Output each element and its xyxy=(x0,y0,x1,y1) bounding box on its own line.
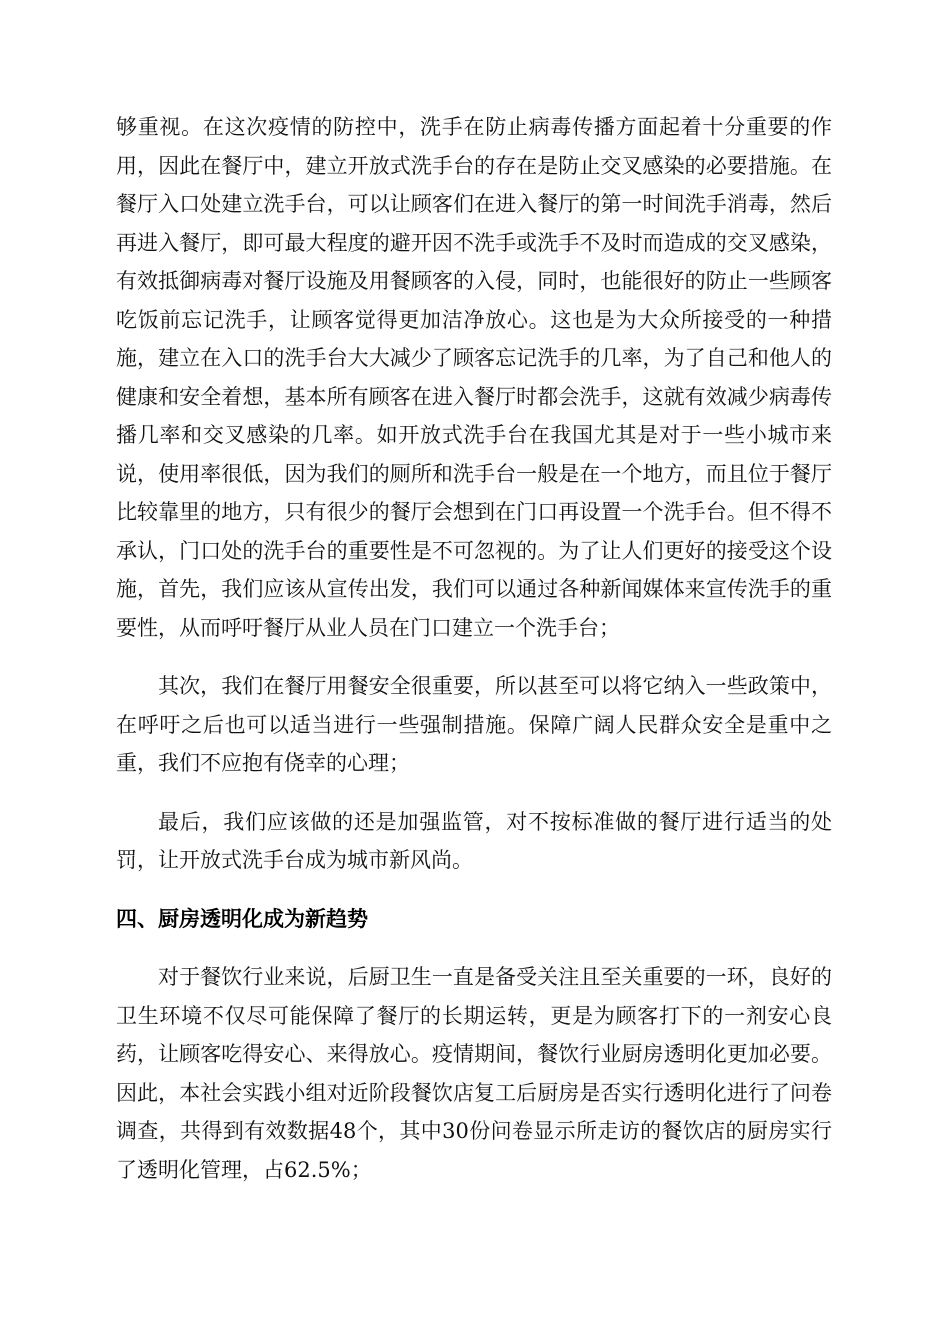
section-heading: 四、厨房透明化成为新趋势 xyxy=(116,906,368,931)
paragraph-second: 其次，我们在餐厅用餐安全很重要，所以甚至可以将它纳入一些政策中，在呼吁之后也可以适当进行一些强制措施。保障广阔人民群众安全是重中之重，我们不应抱有侥幸的心理； xyxy=(116,674,832,775)
paragraph-finally: 最后，我们应该做的还是加强监管，对不按标准做的餐厅进行适当的处罚，让开放式洗手台成为城市新风尚。 xyxy=(116,809,832,872)
paragraph-kitchen: 对于餐饮行业来说，后厨卫生一直是备受关注且至关重要的一环，良好的卫生环境不仅尽可能保障了餐厅的长期运转，更是为顾客打下的一剂安心良药，让顾客吃得安心、来得放心。疫情期间，餐饮行业厨房透明化更加必要。因此，本社会实践小组对近阶段餐饮店复工后厨房是否实行透明化进行了问卷调查，共得到有效数据48个，其中30份问卷显示所走访的餐饮店的厨房实行了透明化管理，占62.5%； xyxy=(116,965,832,1182)
paragraph-continued: 够重视。在这次疫情的防控中，洗手在防止病毒传播方面起着十分重要的作用，因此在餐厅中，建立开放式洗手台的存在是防止交叉感染的必要措施。在餐厅入口处建立洗手台，可以让顾客们在进入餐厅的第一时间洗手消毒，然后再进入餐厅，即可最大程度的避开因不洗手或洗手不及时而造成的交叉感染，有效抵御病毒对餐厅设施及用餐顾客的入侵，同时，也能很好的防止一些顾客吃饭前忘记洗手，让顾客觉得更加洁净放心。这也是为大众所接受的一种措施，建立在入口的洗手台大大减少了顾客忘记洗手的几率，为了自己和他人的健康和安全着想，基本所有顾客在进入餐厅时都会洗手，这就有效减少病毒传播几率和交叉感染的几率。如开放式洗手台在我国尤其是对于一些小城市来说，使用率很低，因为我们的厕所和洗手台一般是在一个地方，而且位于餐厅比较靠里的地方，只有很少的餐厅会想到在门口再设置一个洗手台。但不得不承认，门口处的洗手台的重要性是不可忽视的。为了让人们更好的接受这个设施，首先，我们应该从宣传出发，我们可以通过各种新闻媒体来宣传洗手的重要性，从而呼吁餐厅从业人员在门口建立一个洗手台； xyxy=(116,115,832,640)
document-page xyxy=(116,108,832,1209)
